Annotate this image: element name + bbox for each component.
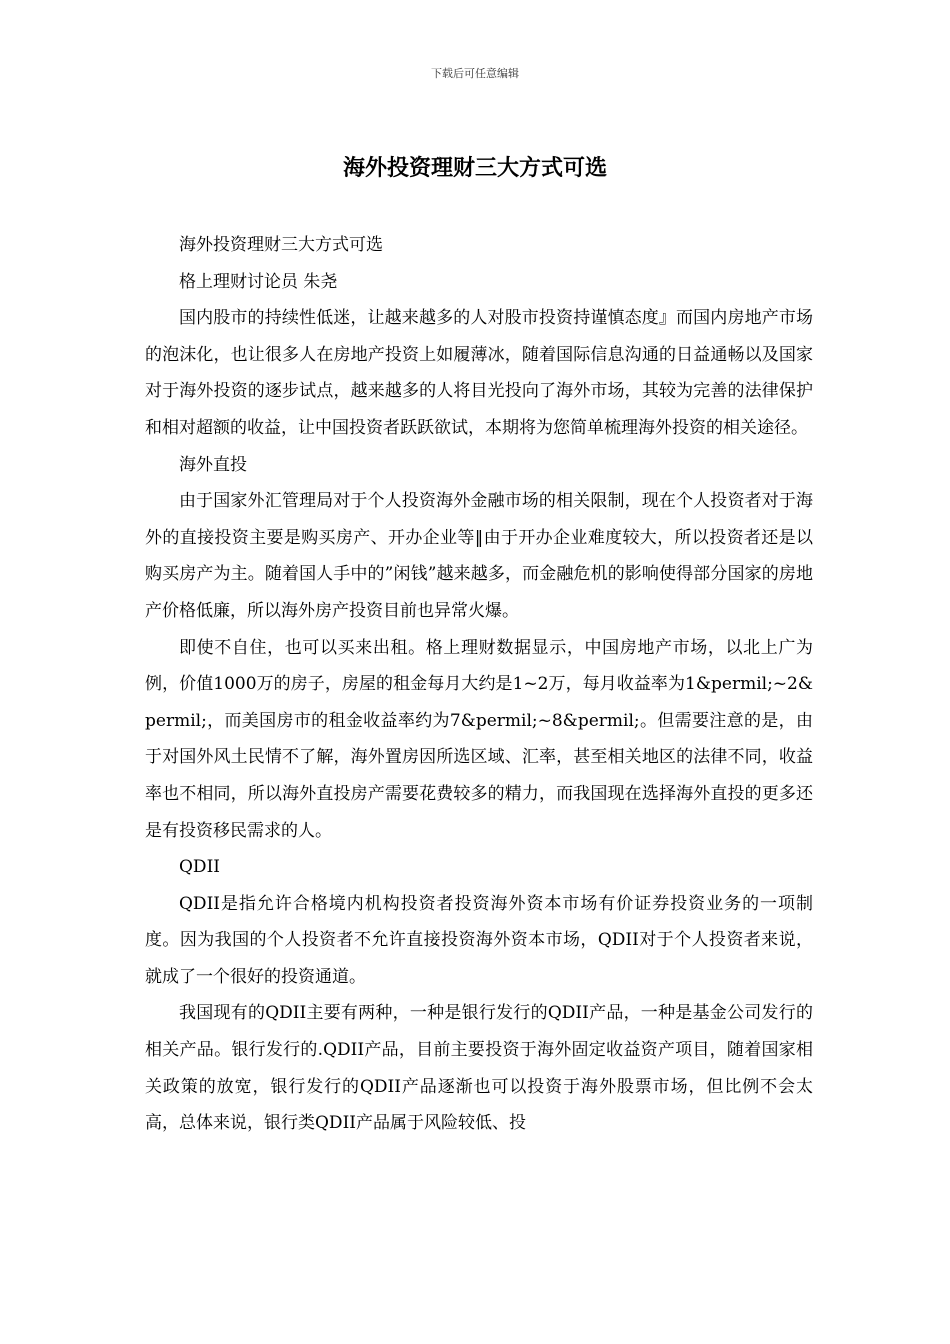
section-heading-qdii: QDII bbox=[179, 857, 220, 878]
paragraph-subtitle: 海外投资理财三大方式可选 bbox=[179, 235, 383, 255]
document-body bbox=[145, 227, 813, 1142]
paragraph-qdii-definition: QDII是指允许合格境内机构投资者投资海外资本市场有价证券投资业务的一项制度。因为我国的个人投资者不允许直接投资海外资本市场，QDII对于个人投资者来说，就成了一个很好的投资通道。 bbox=[145, 893, 813, 987]
paragraph-intro: 国内股市的持续性低迷，让越来越多的人对股市投资持谨慎态度』而国内房地产市场的泡沫化，也让很多人在房地产投资上如履薄冰，随着国际信息沟通的日益通畅以及国家对于海外投资的逐步试点，越来越多的人将目光投向了海外市场，其较为完善的法律保护和相对超额的收益，让中国投资者跃跃欲试，本期将为您简单梳理海外投资的相关途径。 bbox=[145, 308, 813, 438]
document-title: 海外投资理财三大方式可选 bbox=[342, 155, 607, 181]
header-note: 下载后可任意编辑 bbox=[431, 67, 519, 80]
paragraph-qdii-types: 我国现有的QDII主要有两种，一种是银行发行的QDII产品，一种是基金公司发行的相关产品。银行发行的.QDII产品，目前主要投资于海外固定收益资产项目，随着国家相关政策的放宽，银行发行的QDII产品逐渐也可以投资于海外股票市场，但比例不会太高，总体来说，银行类QDII产品属于风险较低、投 bbox=[145, 1003, 813, 1134]
section-heading-direct-investment: 海外直投 bbox=[179, 454, 247, 475]
paragraph-rental-yield: 即使不自住，也可以买来出租。格上理财数据显示，中国房地产市场，以北上广为例，价值1000万的房子，房屋的租金每月大约是1~2万，每月收益率为1&permil;~2&permil;，而美国房市的租金收益率约为7&permil;~8&permil;。但需要注意的是，由于对国外风土民情不了解，海外置房因所选区域、汇率，甚至相关地区的法律不同，收益率也不相同，所以海外直投房产需要花费较多的精力，而我国现在选择海外直投的更多还是有投资移民需求的人。 bbox=[145, 637, 813, 841]
paragraph-author: 格上理财讨论员 朱尧 bbox=[179, 271, 338, 292]
paragraph-direct-investment: 由于国家外汇管理局对于个人投资海外金融市场的相关限制，现在个人投资者对于海外的直接投资主要是购买房产、开办企业等‖由于开办企业难度较大，所以投资者还是以购买房产为主。随着国人手中的”闲钱”越来越多，而金融危机的影响使得部分国家的房地产价格低廉，所以海外房产投资目前也异常火爆。 bbox=[145, 491, 813, 621]
